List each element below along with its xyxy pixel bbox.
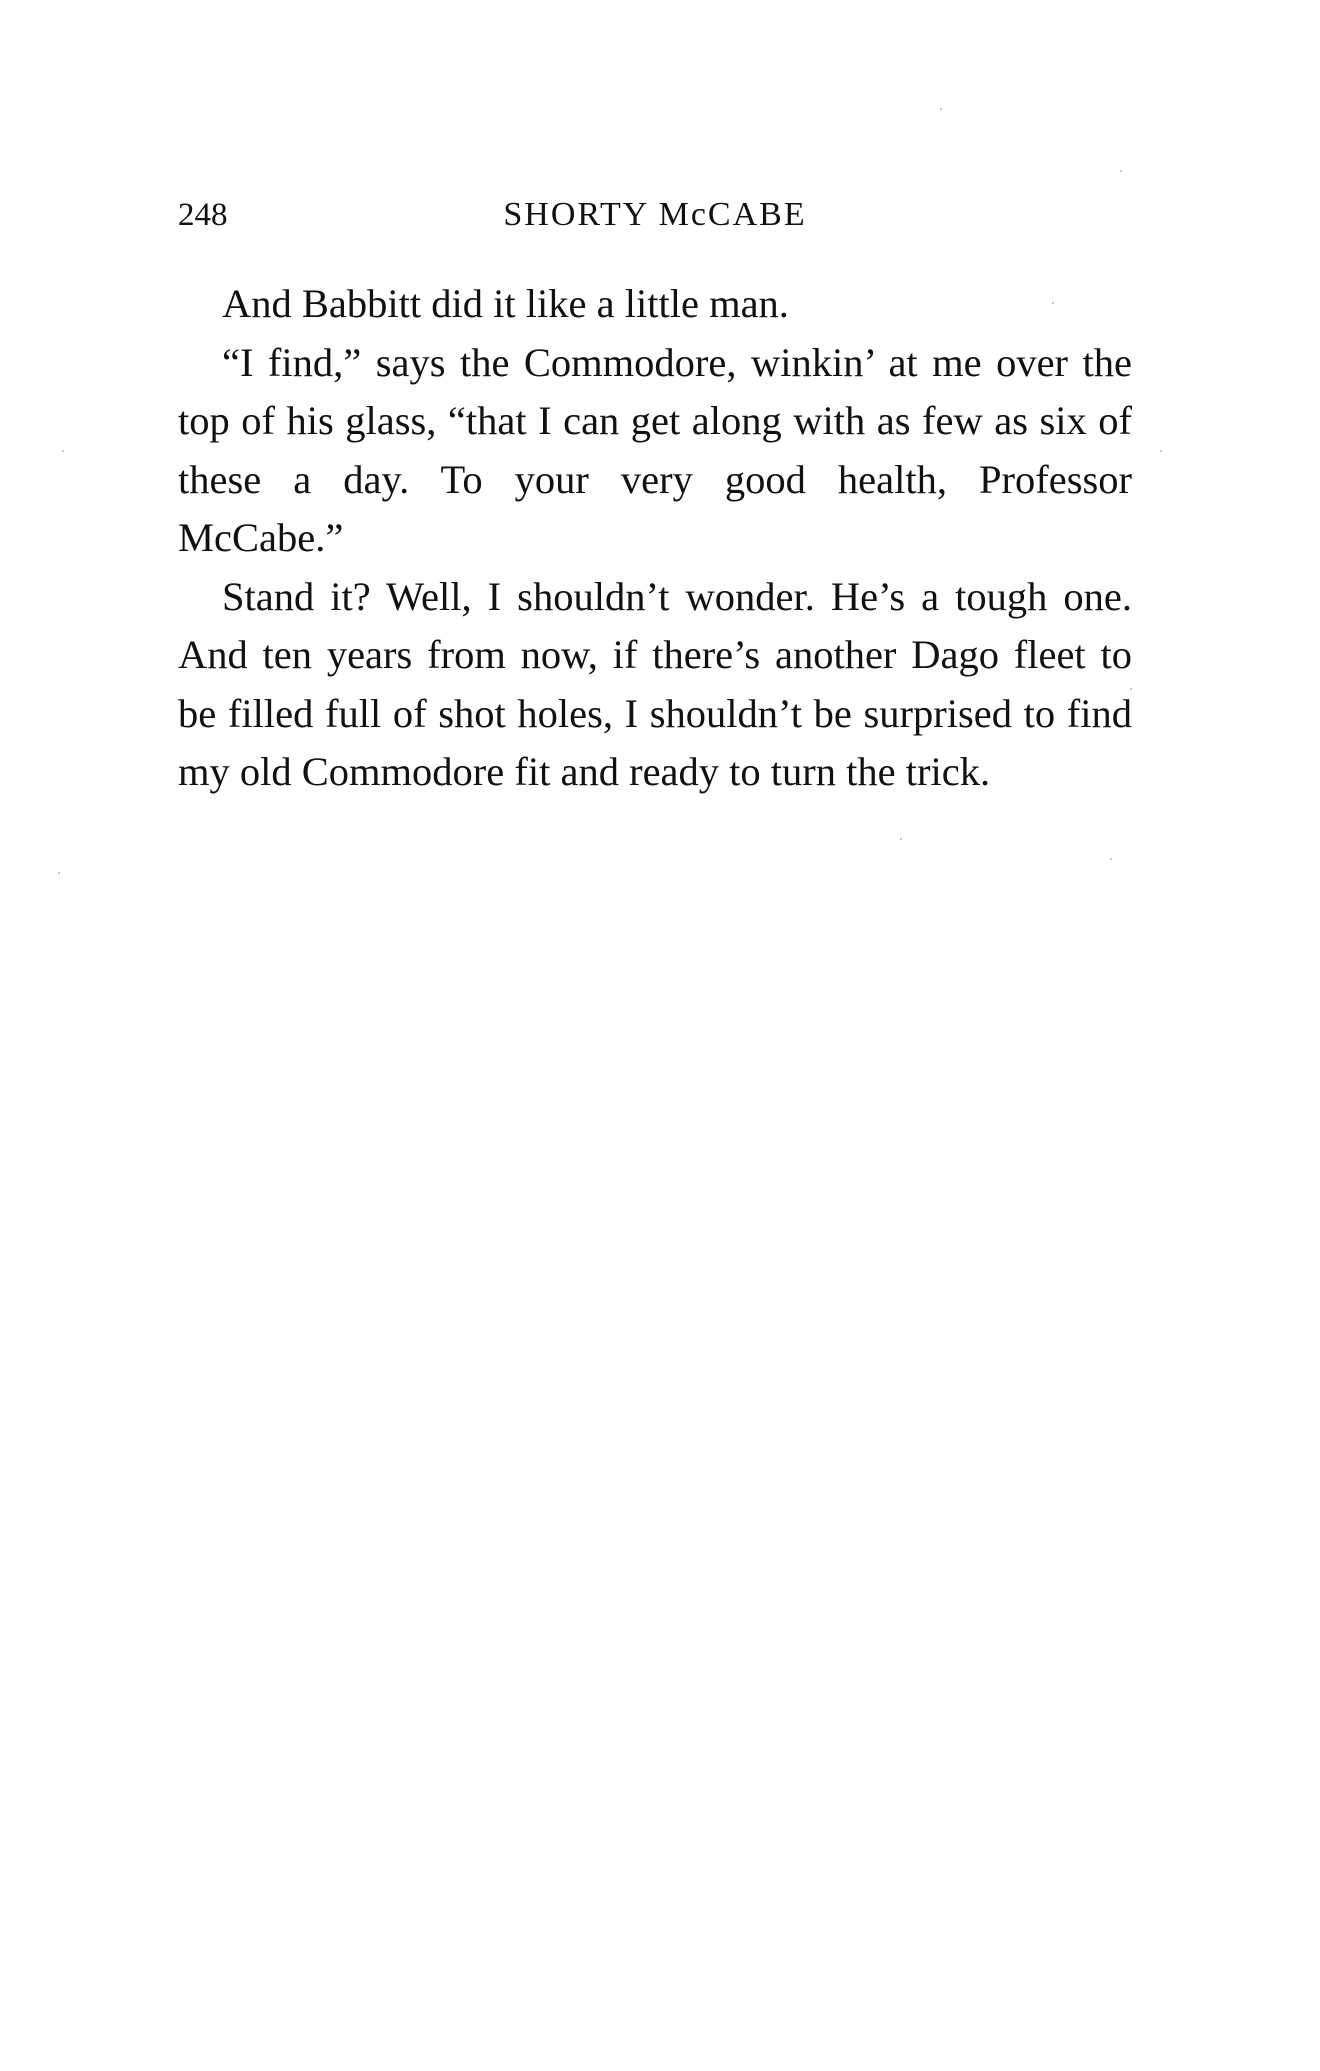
scan-speck <box>62 450 64 452</box>
scan-speck <box>1110 858 1112 860</box>
paragraph: Stand it? Well, I shouldn’t wonder. He’s a tough one. And ten years from now, if there’s another Dago fleet to be filled full of shot holes, I shouldn’t be surprised to find my old Commodore fit and ready to turn the trick. <box>178 573 1132 794</box>
body-text <box>178 275 1132 802</box>
scan-speck <box>900 838 902 840</box>
scan-speck <box>1160 450 1162 452</box>
scan-speck <box>58 872 60 874</box>
scan-speck <box>1130 688 1132 690</box>
page-number: 248 <box>178 197 228 233</box>
running-title: SHORTY McCABE <box>503 196 807 233</box>
scan-speck <box>940 108 942 110</box>
paragraph: “I find,” says the Commodore, winkin’ at me over the top of his glass, “that I can get along with as few as six of these a day. To your very good health, Professor McCabe.” <box>178 339 1132 560</box>
scan-speck <box>1120 170 1122 172</box>
running-head <box>178 190 1132 240</box>
scan-speck <box>1052 302 1054 304</box>
paragraph: And Babbitt did it like a little man. <box>222 281 789 326</box>
